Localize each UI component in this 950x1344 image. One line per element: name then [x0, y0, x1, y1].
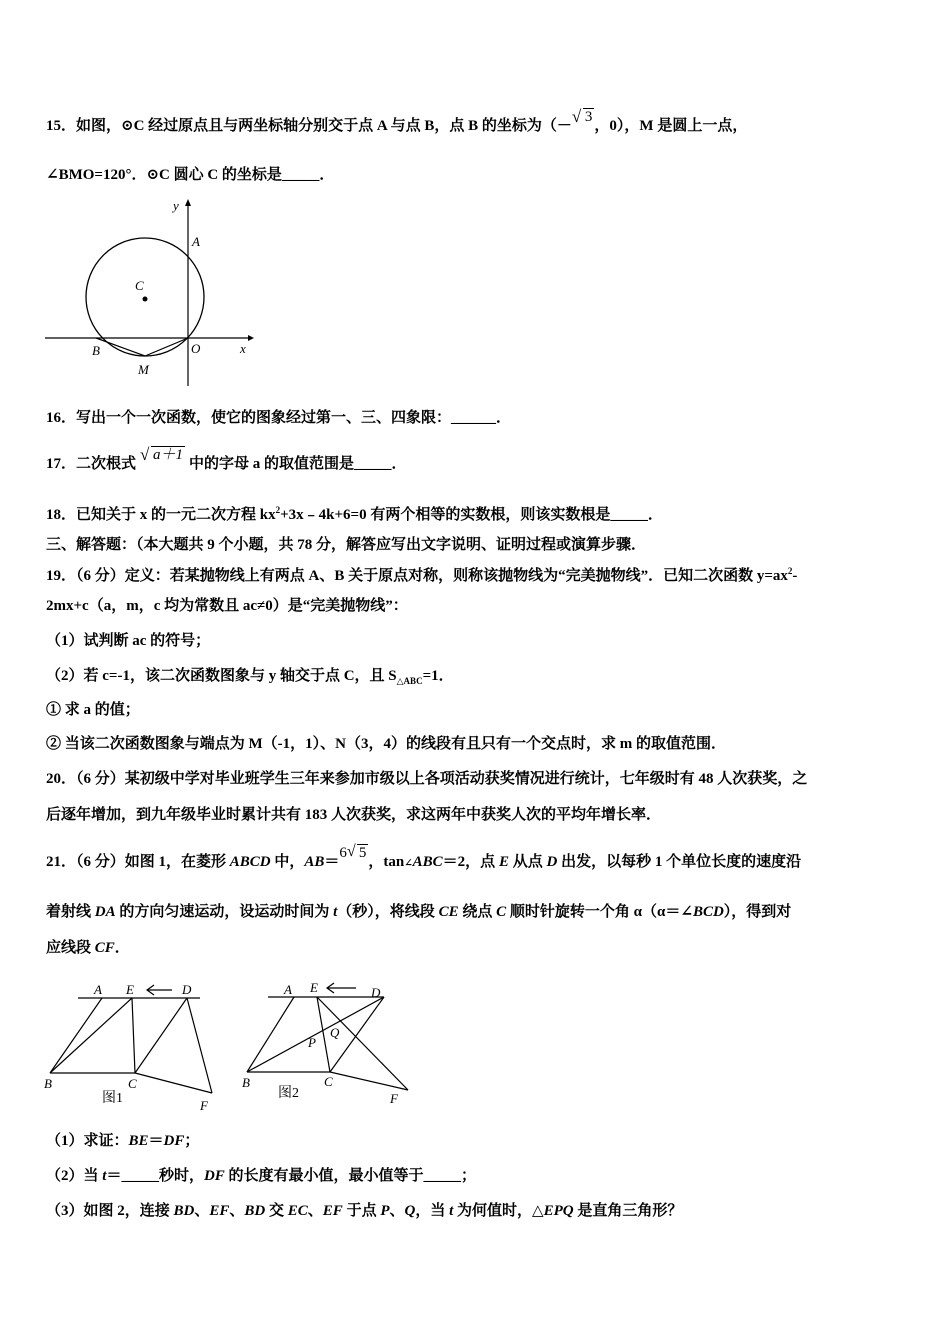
q18: 18．已知关于 x 的一元二次方程 $kx^2+3x﹣4k+6=0$ 有两个相等的实数根，则该实数根是_____．	[46, 505, 663, 523]
q17: 17．二次根式 √ a＋1中的字母 a 的取值范围是_____．	[46, 445, 407, 472]
q19-sub2: ② 当该二次函数图象与端点为 M（-1，1）、N（3，4）的线段有且只有一个交点时，求 m 的取值范围．	[46, 736, 726, 752]
label-c: C	[324, 1074, 333, 1089]
label-y: y	[173, 198, 179, 213]
center-c-dot	[143, 297, 148, 302]
sqrt-expression: √ a＋1	[140, 445, 184, 464]
label-m: M	[138, 362, 149, 377]
line-ab	[247, 997, 294, 1072]
label-a: A	[94, 982, 102, 997]
line-df	[187, 998, 212, 1093]
line-cd	[135, 998, 187, 1073]
chords-bmo	[96, 338, 188, 356]
y-axis-arrow-icon	[185, 199, 191, 206]
label-b: B	[44, 1076, 52, 1091]
q19-line2: 2mx+c（a，m，c 均为常数且 ac≠0）是“完美抛物线”：	[46, 598, 408, 614]
label-d: D	[371, 985, 381, 1000]
q21-line3: 应线段 CF．	[46, 940, 130, 956]
line-ab	[50, 998, 102, 1073]
q21-part2: （2）当 t＝_____秒时，DF 的长度有最小值，最小值等于_____；	[46, 1168, 477, 1184]
q19-sub1: ① 求 a 的值；	[46, 702, 140, 718]
section-3-heading: 三、解答题：（本大题共 9 个小题，共 78 分，解答应写出文字说明、证明过程或演算步骤．	[46, 537, 647, 553]
label-x: x	[240, 341, 246, 356]
six-root-five: 6 √ 5	[339, 843, 367, 861]
figure-caption: 图2	[278, 1086, 299, 1101]
q21-line1: 21．（6 分）如图 1，在菱形 ABCD 中，AB＝6 √ 5，tan∠ABC＝2，点 E 从点 D 出发，以每秒 1 个单位长度的速度沿	[46, 843, 802, 870]
q16: 16．写出一个一次函数，使它的图象经过第一、三、四象限：______．	[46, 410, 512, 426]
label-f: F	[200, 1098, 208, 1113]
q15-line1: 15．如图，⊙C 经过原点且与两坐标轴分别交于点 A 与点 B，点 B 的坐标为（－ √ 3，0），M 是圆上一点，	[46, 107, 748, 134]
q19-part2: （2）若 c=-1，该二次函数图象与 y 轴交于点 C，且 $S_{\triangle ABC}=1$．	[46, 668, 454, 686]
label-e: E	[126, 982, 134, 997]
label-o: O	[191, 341, 201, 356]
q21-line2: 着射线 DA 的方向匀速运动，设运动时间为 t（秒），将线段 CE 绕点 C 顺时针旋转一个角 α（α＝∠BCD），得到对	[46, 904, 792, 920]
q21-part3: （3）如图 2，连接 BD、EF、BD 交 EC、EF 于点 P、Q，当 t 为何值时，△EPQ 是直角三角形？	[46, 1203, 683, 1219]
label-b: B	[242, 1075, 250, 1090]
label-c: C	[135, 278, 144, 293]
line-cf	[330, 1072, 408, 1090]
q21-part1: （1）求证：BE＝DF；	[46, 1133, 200, 1149]
q20-line2: 后逐年增加，到九年级毕业时累计共有 183 人次获奖，求这两年中获奖人次的平均年增长率．	[46, 807, 662, 823]
q19-line1: 19．（6 分）定义：若某抛物线上有两点 A、B 关于原点对称，则称该抛物线为“完美抛物线”．已知二次函数 $y=ax^2-$	[46, 566, 798, 584]
q15-line2: ∠BMO=120°．⊙C 圆心 C 的坐标是_____．	[46, 167, 335, 183]
q15-figure	[40, 198, 255, 388]
label-b: B	[92, 343, 100, 358]
label-f: F	[390, 1091, 398, 1106]
label-a: A	[192, 234, 200, 249]
label-c: C	[128, 1076, 137, 1091]
q21-figure-1	[40, 975, 230, 1115]
q21-figure-2	[238, 975, 428, 1115]
line-ec	[132, 998, 135, 1073]
label-q: Q	[330, 1025, 340, 1040]
line-cf	[135, 1073, 212, 1093]
sqrt-expression: √ 3	[571, 107, 593, 126]
q19-part1: （1）试判断 ac 的符号；	[46, 633, 211, 649]
q20-line1: 20．（6 分）某初级中学对毕业班学生三年来参加市级以上各项活动获奖情况进行统计，七年级时有 48 人次获奖，之	[46, 771, 808, 787]
label-e: E	[310, 980, 318, 995]
label-a: A	[284, 982, 292, 997]
label-p: P	[308, 1035, 316, 1050]
figure-caption: 图1	[102, 1091, 123, 1106]
x-axis-arrow-icon	[248, 335, 254, 341]
label-d: D	[182, 982, 192, 997]
line-be	[50, 998, 132, 1073]
